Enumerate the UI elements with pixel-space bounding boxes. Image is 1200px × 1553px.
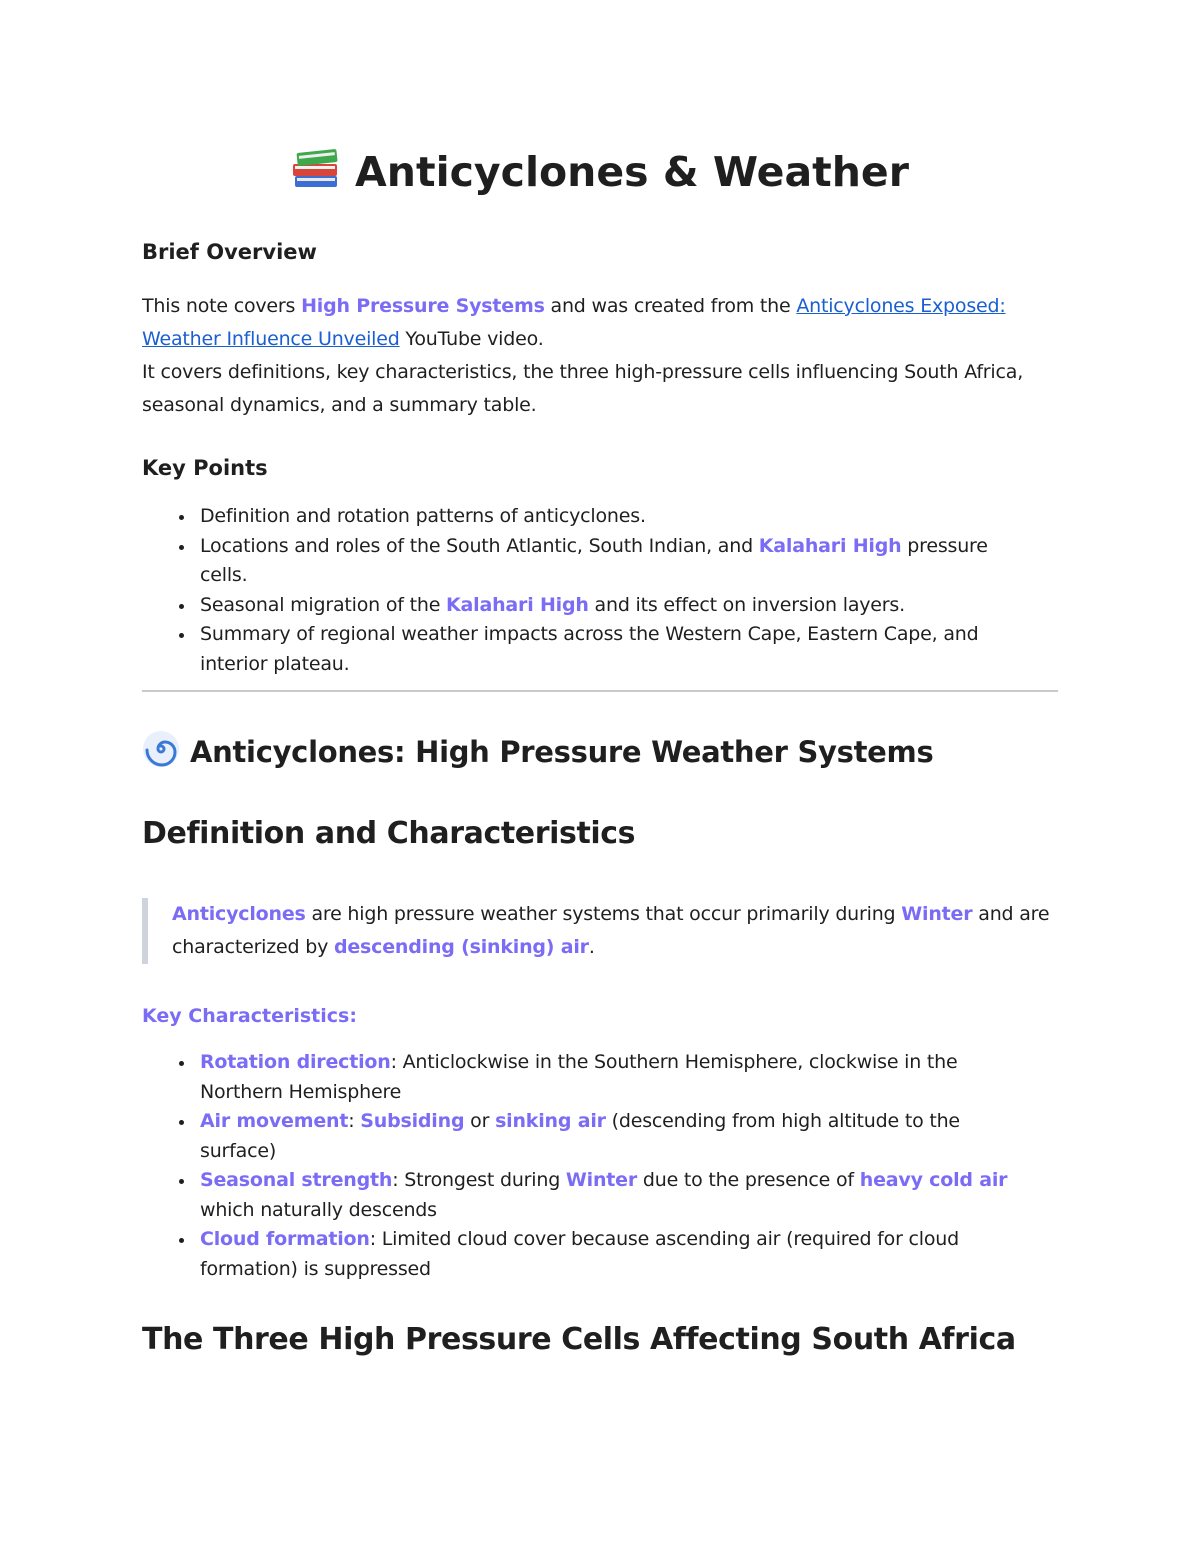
- list-item: [142, 532, 1022, 591]
- key-points-list: [142, 502, 1022, 679]
- highlight-term: heavy cold air: [859, 1169, 1008, 1191]
- list-item-text: : Limited cloud cover because ascending air (required for cloud formation) is suppressed: [200, 1228, 959, 1280]
- highlight-term: Winter: [901, 903, 973, 925]
- overview-summary: It covers definitions, key characteristics, the three high-pressure cells influencing South Africa, seasonal dynamics, and a summary table.: [142, 361, 1024, 416]
- section-divider: [142, 690, 1058, 692]
- quote-text: are high pressure weather systems that occur primarily during: [305, 903, 902, 925]
- list-item-text: or: [464, 1110, 496, 1132]
- list-item: [142, 1225, 1022, 1284]
- highlight-term: Anticyclones: [172, 903, 306, 925]
- list-item: [142, 1166, 1022, 1225]
- overview-text: YouTube video.: [399, 328, 544, 350]
- list-item-text: : Strongest during: [392, 1169, 566, 1191]
- definition-heading: Definition and Characteristics: [142, 816, 636, 851]
- highlight-term: Kalahari High: [758, 534, 902, 557]
- list-item: [142, 502, 1022, 532]
- list-item-text: (descending from high altitude to the surface): [200, 1110, 960, 1162]
- list-item-text: pressure cells.: [200, 534, 988, 586]
- page-title: [142, 140, 1058, 208]
- list-item-text: Summary of regional weather impacts across the Western Cape, Eastern Cape, and interior plateau.: [200, 623, 979, 675]
- highlight-term: Winter: [565, 1169, 638, 1191]
- highlight-term: Air movement: [200, 1110, 349, 1132]
- highlight-term: Subsiding: [360, 1110, 465, 1132]
- highlight-term: descending (sinking) air: [333, 936, 589, 958]
- highlight-term: Kalahari High: [446, 593, 589, 616]
- highlight-term: Rotation direction: [200, 1051, 391, 1073]
- list-item-text: Definition and rotation patterns of anticyclones.: [200, 505, 646, 527]
- list-item-text: Locations and roles of the South Atlantic, South Indian, and: [200, 534, 759, 557]
- list-item-text: which naturally descends: [200, 1198, 437, 1221]
- overview-heading: Brief Overview: [142, 240, 317, 264]
- section-heading-text: Anticyclones: High Pressure Weather Systems: [190, 735, 934, 769]
- list-item: [142, 1048, 1022, 1107]
- page-title-text: Anticyclones & Weather: [355, 148, 909, 196]
- key-points-heading: Key Points: [142, 456, 268, 480]
- cyclone-icon: [142, 730, 180, 778]
- cells-heading: The Three High Pressure Cells Affecting South Africa: [142, 1322, 1016, 1357]
- youtube-video-link[interactable]: Anticyclones Exposed: Weather Influence Unveiled: [142, 295, 1006, 350]
- overview-text: and was created from the: [544, 295, 797, 317]
- highlight-term: sinking air: [495, 1110, 606, 1132]
- list-item: [142, 620, 1022, 679]
- highlight-term: High Pressure Systems: [301, 295, 545, 317]
- list-item: [142, 1107, 1022, 1166]
- quote-text: and are characterized by: [172, 903, 1050, 958]
- section-heading: [142, 730, 933, 778]
- definition-blockquote: [142, 898, 1072, 964]
- books-icon: [291, 142, 341, 208]
- list-item-text: due to the presence of: [637, 1169, 860, 1191]
- characteristics-list: [142, 1048, 1022, 1284]
- highlight-term: Seasonal strength: [200, 1169, 393, 1191]
- overview-paragraph: [142, 290, 1058, 356]
- highlight-term: Cloud formation: [200, 1228, 370, 1250]
- list-item: [142, 591, 1022, 621]
- list-item-text: and its effect on inversion layers.: [588, 593, 905, 616]
- list-item-text: : Anticlockwise in the Southern Hemisphere, clockwise in the Northern Hemisphere: [200, 1051, 958, 1103]
- key-characteristics-heading: Key Characteristics:: [142, 1005, 357, 1027]
- list-item-text: Seasonal migration of the: [200, 593, 447, 616]
- quote-text: .: [588, 936, 595, 958]
- list-item-text: :: [348, 1110, 361, 1132]
- overview-text: This note covers: [142, 295, 302, 317]
